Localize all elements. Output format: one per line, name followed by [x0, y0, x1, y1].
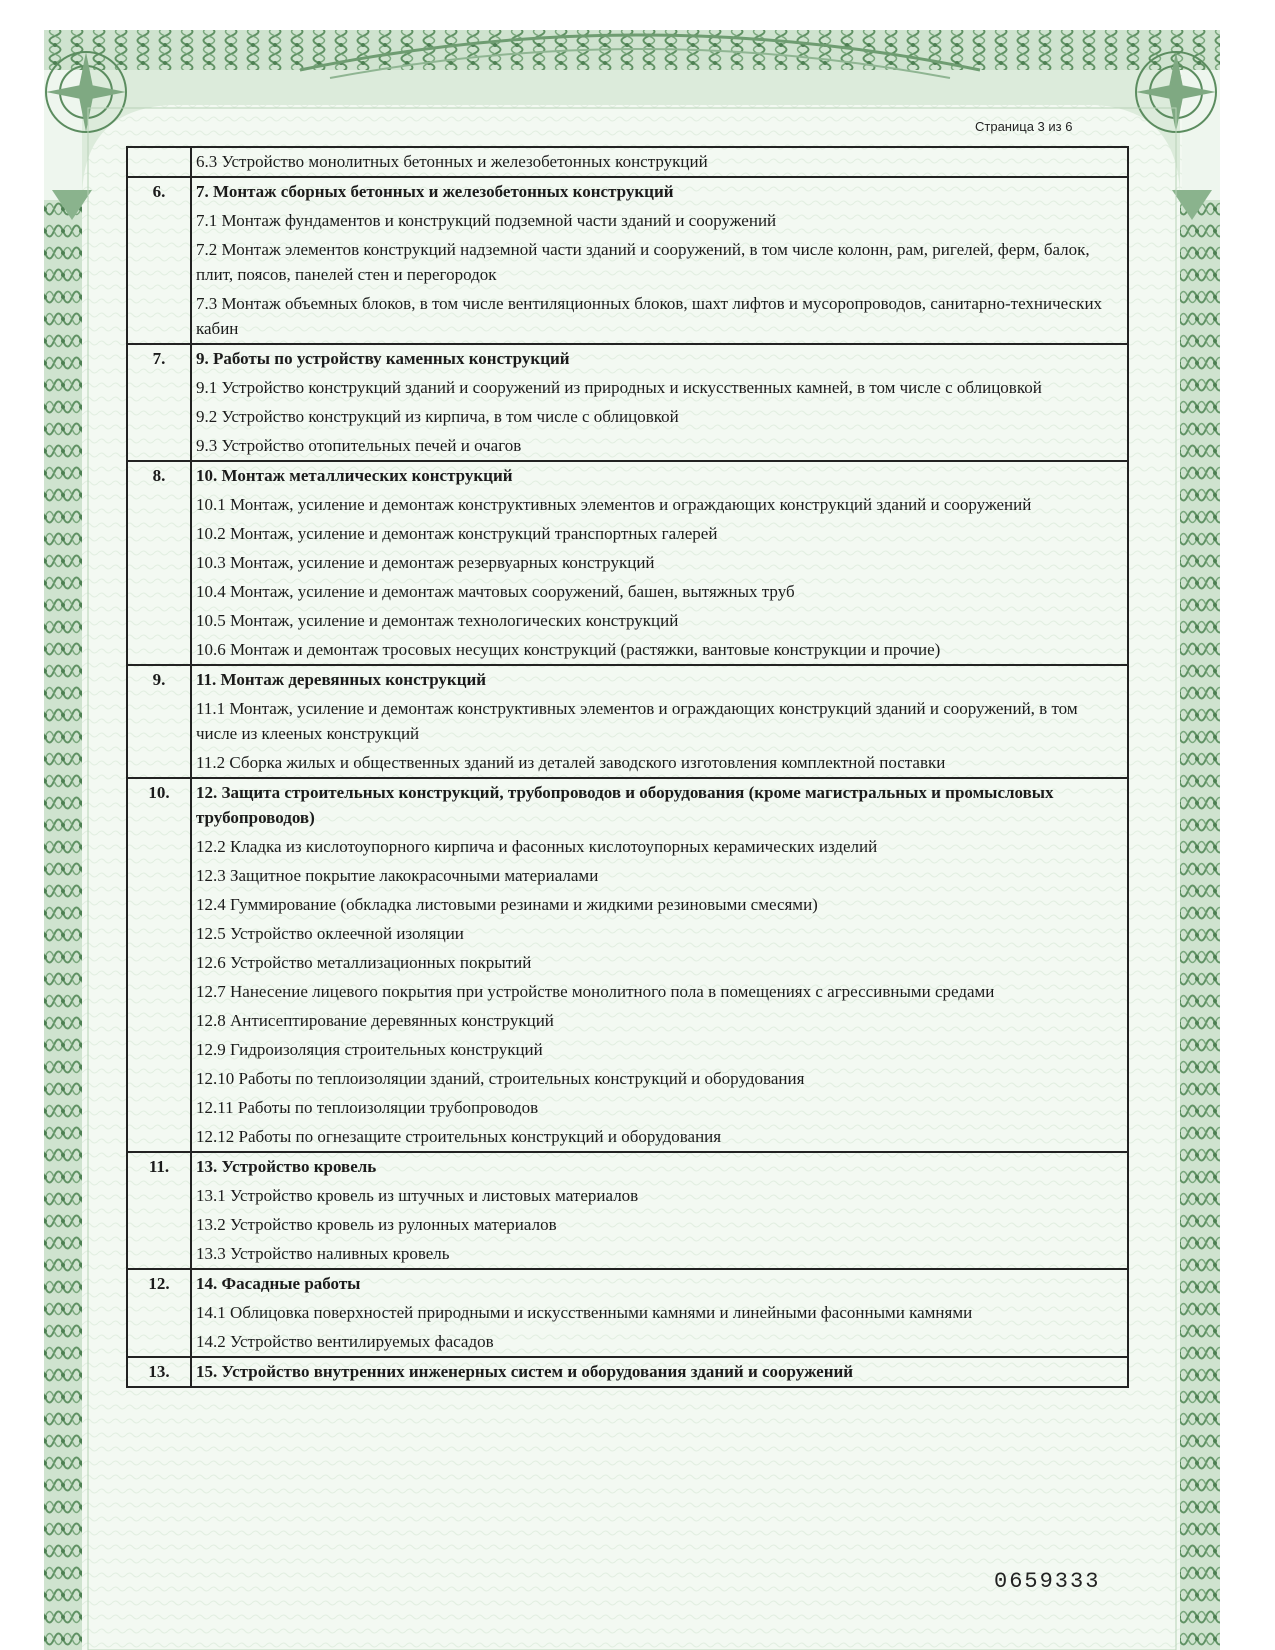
list-item: 13.3 Устройство наливных кровель	[196, 1244, 450, 1263]
row-number: 12.	[127, 1269, 191, 1357]
list-item: 12.10 Работы по теплоизоляции зданий, строительных конструкций и оборудования	[196, 1069, 805, 1088]
list-item: 12.3 Защитное покрытие лакокрасочными материалами	[196, 866, 599, 885]
list-item: 10.4 Монтаж, усиление и демонтаж мачтовых сооружений, башен, вытяжных труб	[196, 582, 795, 601]
row-number: 9.	[127, 665, 191, 778]
row-content	[191, 177, 1128, 344]
list-item: 12.5 Устройство оклеечной изоляции	[196, 924, 464, 943]
list-item: 7.3 Монтаж объемных блоков, в том числе вентиляционных блоков, шахт лифтов и мусоропроводов, санитарно-технических кабин	[196, 294, 1103, 338]
list-item: 7.1 Монтаж фундаментов и конструкций подземной части зданий и сооружений	[196, 211, 777, 230]
table-row	[127, 1269, 1128, 1357]
group-title: 14. Фасадные работы	[196, 1274, 361, 1293]
row-number: 7.	[127, 344, 191, 461]
row-content	[191, 461, 1128, 665]
row-number: 8.	[127, 461, 191, 665]
row-content	[191, 344, 1128, 461]
row-content	[191, 147, 1128, 177]
table-row	[127, 147, 1128, 177]
row-content	[191, 778, 1128, 1152]
work-types-table	[126, 146, 1129, 1388]
list-item: 10.3 Монтаж, усиление и демонтаж резервуарных конструкций	[196, 553, 655, 572]
row-number: 6.	[127, 177, 191, 344]
list-item: 12.6 Устройство металлизационных покрытий	[196, 953, 532, 972]
list-item: 14.1 Облицовка поверхностей природными и искусственными камнями и линейными фасонными камнями	[196, 1303, 973, 1322]
list-item: 11.1 Монтаж, усиление и демонтаж конструктивных элементов и ограждающих конструкций зданий и сооружений, в том числе из клееных конструкций	[196, 699, 1078, 743]
list-item: 12.11 Работы по теплоизоляции трубопроводов	[196, 1098, 539, 1117]
serial-number: 0659333	[994, 1569, 1101, 1594]
list-item: 10.5 Монтаж, усиление и демонтаж технологических конструкций	[196, 611, 679, 630]
list-item: 12.2 Кладка из кислотоупорного кирпича и фасонных кислотоупорных керамических изделий	[196, 837, 878, 856]
group-title: 13. Устройство кровель	[196, 1157, 377, 1176]
page-counter: Страница 3 из 6	[975, 119, 1073, 134]
list-item: 9.1 Устройство конструкций зданий и сооружений из природных и искусственных камней, в том числе с облицовкой	[196, 378, 1042, 397]
table-row	[127, 177, 1128, 344]
group-title: 10. Монтаж металлических конструкций	[196, 466, 513, 485]
list-item: 7.2 Монтаж элементов конструкций надземной части зданий и сооружений, в том числе колонн, рам, ригелей, ферм, балок, плит, поясов, панелей стен и перегородок	[196, 240, 1090, 284]
list-item: 10.1 Монтаж, усиление и демонтаж конструктивных элементов и ограждающих конструкций зданий и сооружений	[196, 495, 1032, 514]
row-number: 11.	[127, 1152, 191, 1269]
table-row	[127, 778, 1128, 1152]
group-title: 9. Работы по устройству каменных конструкций	[196, 349, 570, 368]
list-item: 9.3 Устройство отопительных печей и очагов	[196, 436, 522, 455]
group-title: 11. Монтаж деревянных конструкций	[196, 670, 487, 689]
list-item: 12.9 Гидроизоляция строительных конструкций	[196, 1040, 543, 1059]
table-row	[127, 344, 1128, 461]
list-item: 12.12 Работы по огнезащите строительных конструкций и оборудования	[196, 1127, 722, 1146]
group-title: 7. Монтаж сборных бетонных и железобетонных конструкций	[196, 182, 674, 201]
row-number: 10.	[127, 778, 191, 1152]
row-content	[191, 1269, 1128, 1357]
list-item: 10.2 Монтаж, усиление и демонтаж конструкций транспортных галерей	[196, 524, 718, 543]
table-row	[127, 665, 1128, 778]
list-item: 11.2 Сборка жилых и общественных зданий из деталей заводского изготовления комплектной поставки	[196, 753, 946, 772]
work-types-grid	[126, 146, 1129, 1388]
list-item: 13.1 Устройство кровель из штучных и листовых материалов	[196, 1186, 639, 1205]
group-title: 15. Устройство внутренних инженерных систем и оборудования зданий и сооружений	[196, 1362, 854, 1381]
row-content	[191, 665, 1128, 778]
row-content	[191, 1152, 1128, 1269]
list-item: 13.2 Устройство кровель из рулонных материалов	[196, 1215, 557, 1234]
group-title: 12. Защита строительных конструкций, трубопроводов и оборудования (кроме магистральных и промысловых трубопроводов)	[196, 783, 1054, 827]
list-item: 14.2 Устройство вентилируемых фасадов	[196, 1332, 494, 1351]
list-item: 10.6 Монтаж и демонтаж тросовых несущих конструкций (растяжки, вантовые конструкции и прочие)	[196, 640, 941, 659]
table-row	[127, 1357, 1128, 1387]
row-number	[127, 147, 191, 177]
list-item: 12.8 Антисептирование деревянных конструкций	[196, 1011, 554, 1030]
list-item: 12.4 Гуммирование (обкладка листовыми резинами и жидкими резиновыми смесями)	[196, 895, 818, 914]
list-item: 9.2 Устройство конструкций из кирпича, в том числе с облицовкой	[196, 407, 679, 426]
table-row	[127, 1152, 1128, 1269]
table-row	[127, 461, 1128, 665]
list-item: 12.7 Нанесение лицевого покрытия при устройстве монолитного пола в помещениях с агрессивными средами	[196, 982, 995, 1001]
row-number: 13.	[127, 1357, 191, 1387]
list-item: 6.3 Устройство монолитных бетонных и железобетонных конструкций	[196, 152, 708, 171]
row-content	[191, 1357, 1128, 1387]
